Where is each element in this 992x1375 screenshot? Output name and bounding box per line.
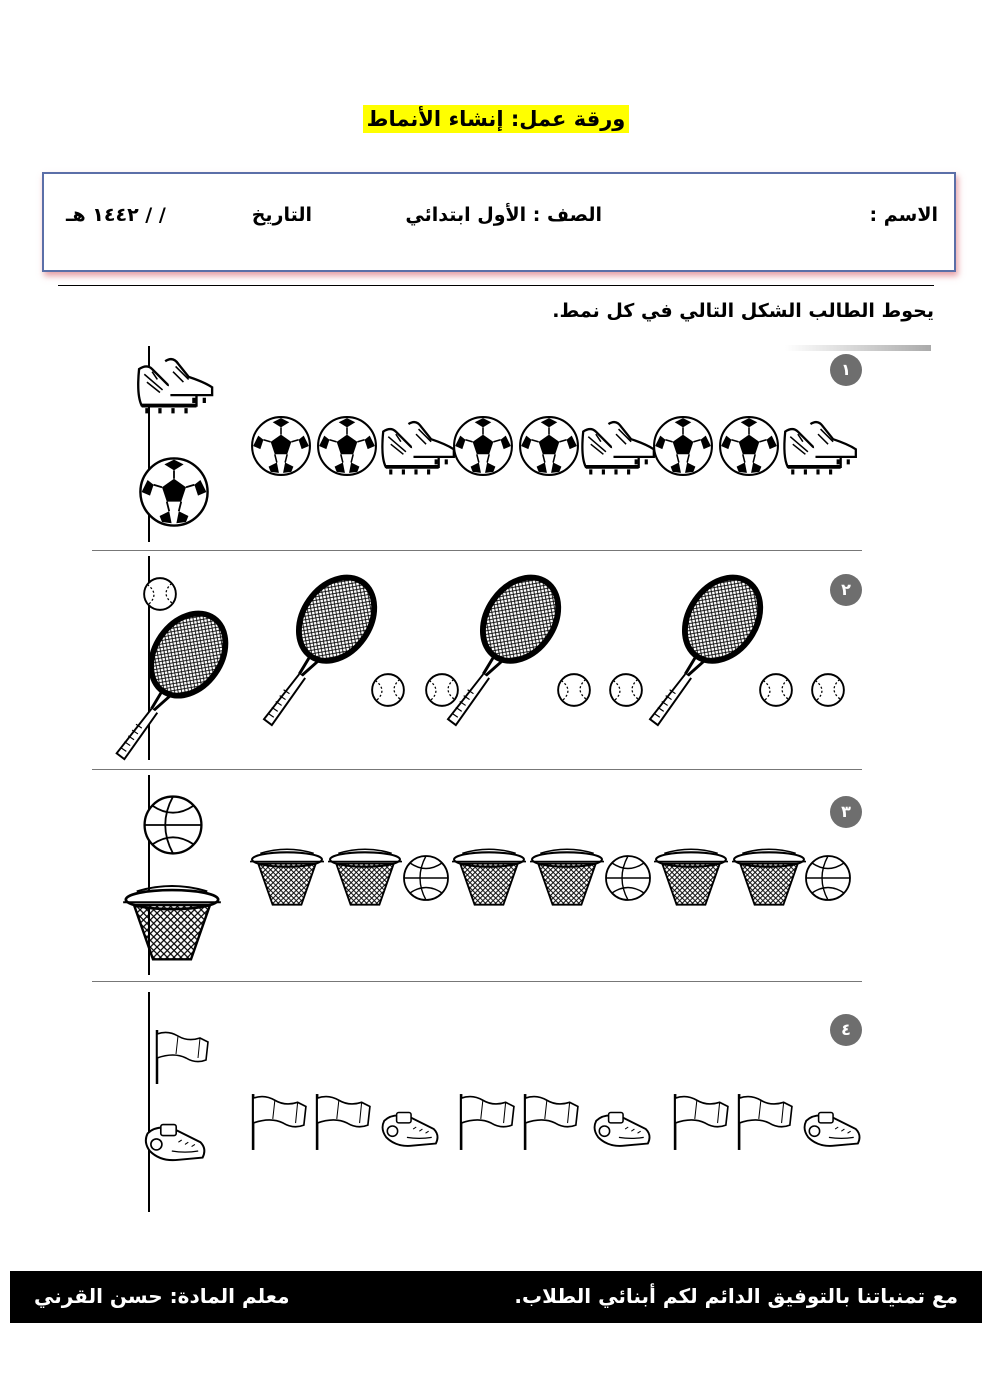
exercise-header-bar	[785, 345, 931, 351]
pattern-flag-icon[interactable]	[672, 1094, 730, 1150]
pattern-flag-icon[interactable]	[250, 1094, 308, 1150]
shoes-icon[interactable]	[128, 356, 218, 416]
pattern-tennis-racket-icon[interactable]	[636, 576, 764, 728]
grade-label: الصف : الأول ابتدائي	[405, 204, 602, 226]
exercise-3-number: ٣	[830, 796, 862, 828]
pattern-whistle-icon[interactable]	[378, 1106, 440, 1148]
pattern-flag-icon[interactable]	[458, 1094, 516, 1150]
footer-teacher: معلم المادة: حسن القرني	[34, 1284, 290, 1308]
pattern-shoes-icon[interactable]	[378, 419, 454, 477]
exercise-1-number: ١	[830, 354, 862, 386]
worksheet-title-wrap	[0, 107, 992, 131]
pattern-tennis-racket-icon[interactable]	[434, 576, 562, 728]
basketball-icon[interactable]	[142, 794, 204, 856]
flag-icon[interactable]	[146, 1030, 218, 1084]
pattern-basket-hoop-icon[interactable]	[530, 848, 604, 908]
pattern-basketball-icon[interactable]	[604, 854, 652, 902]
worksheet-title: ورقة عمل: إنشاء الأنماط	[363, 105, 630, 133]
exercise-4-divider	[148, 992, 150, 1212]
student-info-box	[42, 172, 956, 272]
pattern-flag-icon[interactable]	[736, 1094, 794, 1150]
pattern-tennis-ball-icon[interactable]	[370, 672, 406, 708]
footer-wish: مع تمنياتنا بالتوفيق الدائم لكم أبنائي الطلاب.	[514, 1284, 958, 1308]
exercise-2-number: ٢	[830, 574, 862, 606]
pattern-tennis-racket-icon[interactable]	[250, 576, 378, 728]
date-value: / / ١٤٤٢ هـ	[66, 204, 166, 226]
pattern-soccer-ball-icon[interactable]	[250, 415, 312, 477]
pattern-soccer-ball-icon[interactable]	[452, 415, 514, 477]
pattern-basket-hoop-icon[interactable]	[732, 848, 806, 908]
pattern-soccer-ball-icon[interactable]	[316, 415, 378, 477]
header-divider	[58, 285, 934, 286]
pattern-tennis-ball-icon[interactable]	[556, 672, 592, 708]
tennis-racket-icon[interactable]	[100, 612, 232, 762]
instruction-text: يحوط الطالب الشكل التالي في كل نمط.	[552, 300, 934, 322]
pattern-basketball-icon[interactable]	[402, 854, 450, 902]
pattern-basket-hoop-icon[interactable]	[654, 848, 728, 908]
whistle-icon[interactable]	[140, 1118, 208, 1162]
pattern-whistle-icon[interactable]	[800, 1106, 862, 1148]
pattern-basket-hoop-icon[interactable]	[328, 848, 402, 908]
soccer-ball-icon[interactable]	[138, 456, 210, 528]
footer-bar	[10, 1271, 982, 1323]
row-separator	[92, 981, 862, 982]
row-separator	[92, 769, 862, 770]
pattern-basket-hoop-icon[interactable]	[250, 848, 324, 908]
pattern-shoes-icon[interactable]	[780, 419, 856, 477]
date-label: التاريخ	[251, 204, 312, 226]
pattern-whistle-icon[interactable]	[590, 1106, 652, 1148]
pattern-basketball-icon[interactable]	[804, 854, 852, 902]
pattern-soccer-ball-icon[interactable]	[718, 415, 780, 477]
pattern-flag-icon[interactable]	[314, 1094, 372, 1150]
pattern-tennis-ball-icon[interactable]	[758, 672, 794, 708]
pattern-shoes-icon[interactable]	[578, 419, 654, 477]
pattern-soccer-ball-icon[interactable]	[652, 415, 714, 477]
row-separator	[92, 550, 862, 551]
name-label: الاسم :	[869, 204, 938, 226]
pattern-basket-hoop-icon[interactable]	[452, 848, 526, 908]
exercise-4-number: ٤	[830, 1014, 862, 1046]
pattern-soccer-ball-icon[interactable]	[518, 415, 580, 477]
pattern-tennis-ball-icon[interactable]	[810, 672, 846, 708]
basket-hoop-icon[interactable]	[122, 886, 222, 962]
tennis-ball-icon[interactable]	[142, 576, 178, 612]
pattern-flag-icon[interactable]	[522, 1094, 580, 1150]
